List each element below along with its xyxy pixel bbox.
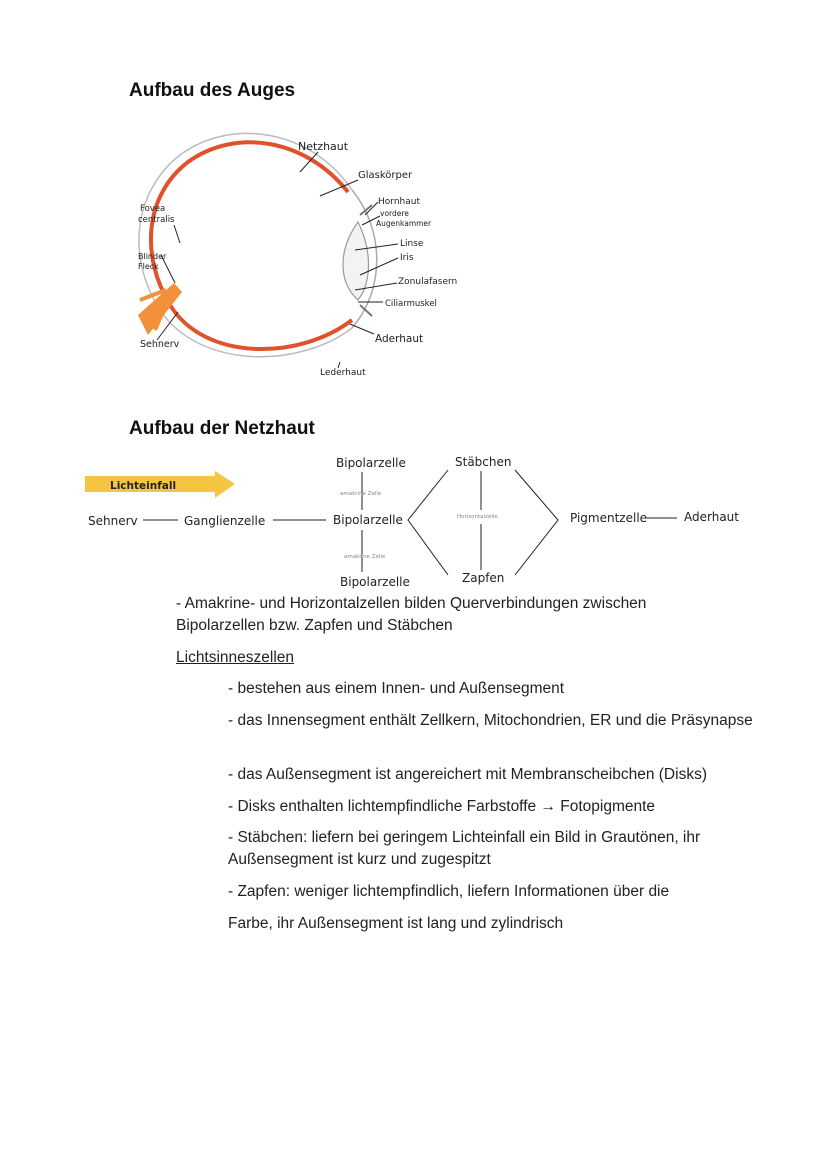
bullet-4: - Disks enthalten lichtempfindliche Farbstoffe → Fotopigmente [228,798,656,815]
bullet-5: - Stäbchen: liefern bei geringem Lichteinfall ein Bild in Grautönen, ihr Außensegment ist kurz und zugespitzt [228,829,701,868]
zapfen-label: Zapfen [462,571,505,585]
bullet-2: - das Innensegment enthält Zellkern, Mitochondrien, ER und die Präsynapse [228,712,753,729]
light-label: Lichteinfall [110,480,177,492]
bipolar-mid-label: Bipolarzelle [333,513,403,527]
eye-retina [151,142,352,349]
label-glaskoerper: Glaskörper [358,170,413,181]
eye-diagram [0,0,828,400]
bullet-1: - bestehen aus einem Innen- und Außensegment [228,680,565,697]
label-netzhaut: Netzhaut [298,140,349,153]
horizontal-label: Horizontalzelle [457,514,498,520]
label-vordere: vordere [380,209,409,218]
label-zonulafasern: Zonulafasern [398,277,458,287]
label-centralis: centralis [138,215,175,225]
label-blinder: Blinder [138,252,167,261]
lichtsinneszellen-heading: Lichtsinneszellen [176,649,295,666]
staebchen-label: Stäbchen [455,455,512,469]
sehnerv-label: Sehnerv [88,514,138,528]
eye-section-title: Aufbau des Auges [129,80,296,101]
retina-section-title: Aufbau der Netzhaut [129,418,315,439]
label-iris: Iris [400,253,414,263]
amakrine-top-label: amakrine Zelle [340,491,382,497]
amakrine-bot-label: amakrine Zelle [344,554,386,560]
bullet-6: - Zapfen: weniger lichtempfindlich, liefern Informationen über die [228,883,670,900]
bipolar-bot-label: Bipolarzelle [340,575,410,589]
aderhaut-label: Aderhaut [684,510,739,524]
retina-diagram [0,440,828,590]
ganglienzelle-label: Ganglienzelle [184,514,266,528]
querverbindungen-note: - Amakrine- und Horizontalzellen bilden Querverbindungen zwischen Bipolarzellen bzw. Zapfen und Stäbchen [176,595,647,634]
label-hornhaut: Hornhaut [378,197,420,207]
bullet-3: - das Außensegment ist angereichert mit Membranscheibchen (Disks) [228,766,707,783]
label-aderhaut-eye: Aderhaut [375,333,424,345]
label-sehnerv-eye: Sehnerv [140,339,180,350]
label-ciliarmuskel: Ciliarmuskel [385,299,437,309]
label-augenkammer: Augenkammer [376,219,432,228]
bipolar-top-label: Bipolarzelle [336,456,406,470]
label-lederhaut: Lederhaut [320,368,366,378]
bullet-7: Farbe, ihr Außensegment ist lang und zylindrisch [228,915,564,932]
pigmentzelle-label: Pigmentzelle [570,511,648,525]
label-linse: Linse [400,239,424,249]
label-fovea: Fovea [140,204,166,214]
label-fleck: Fleck [138,262,159,271]
